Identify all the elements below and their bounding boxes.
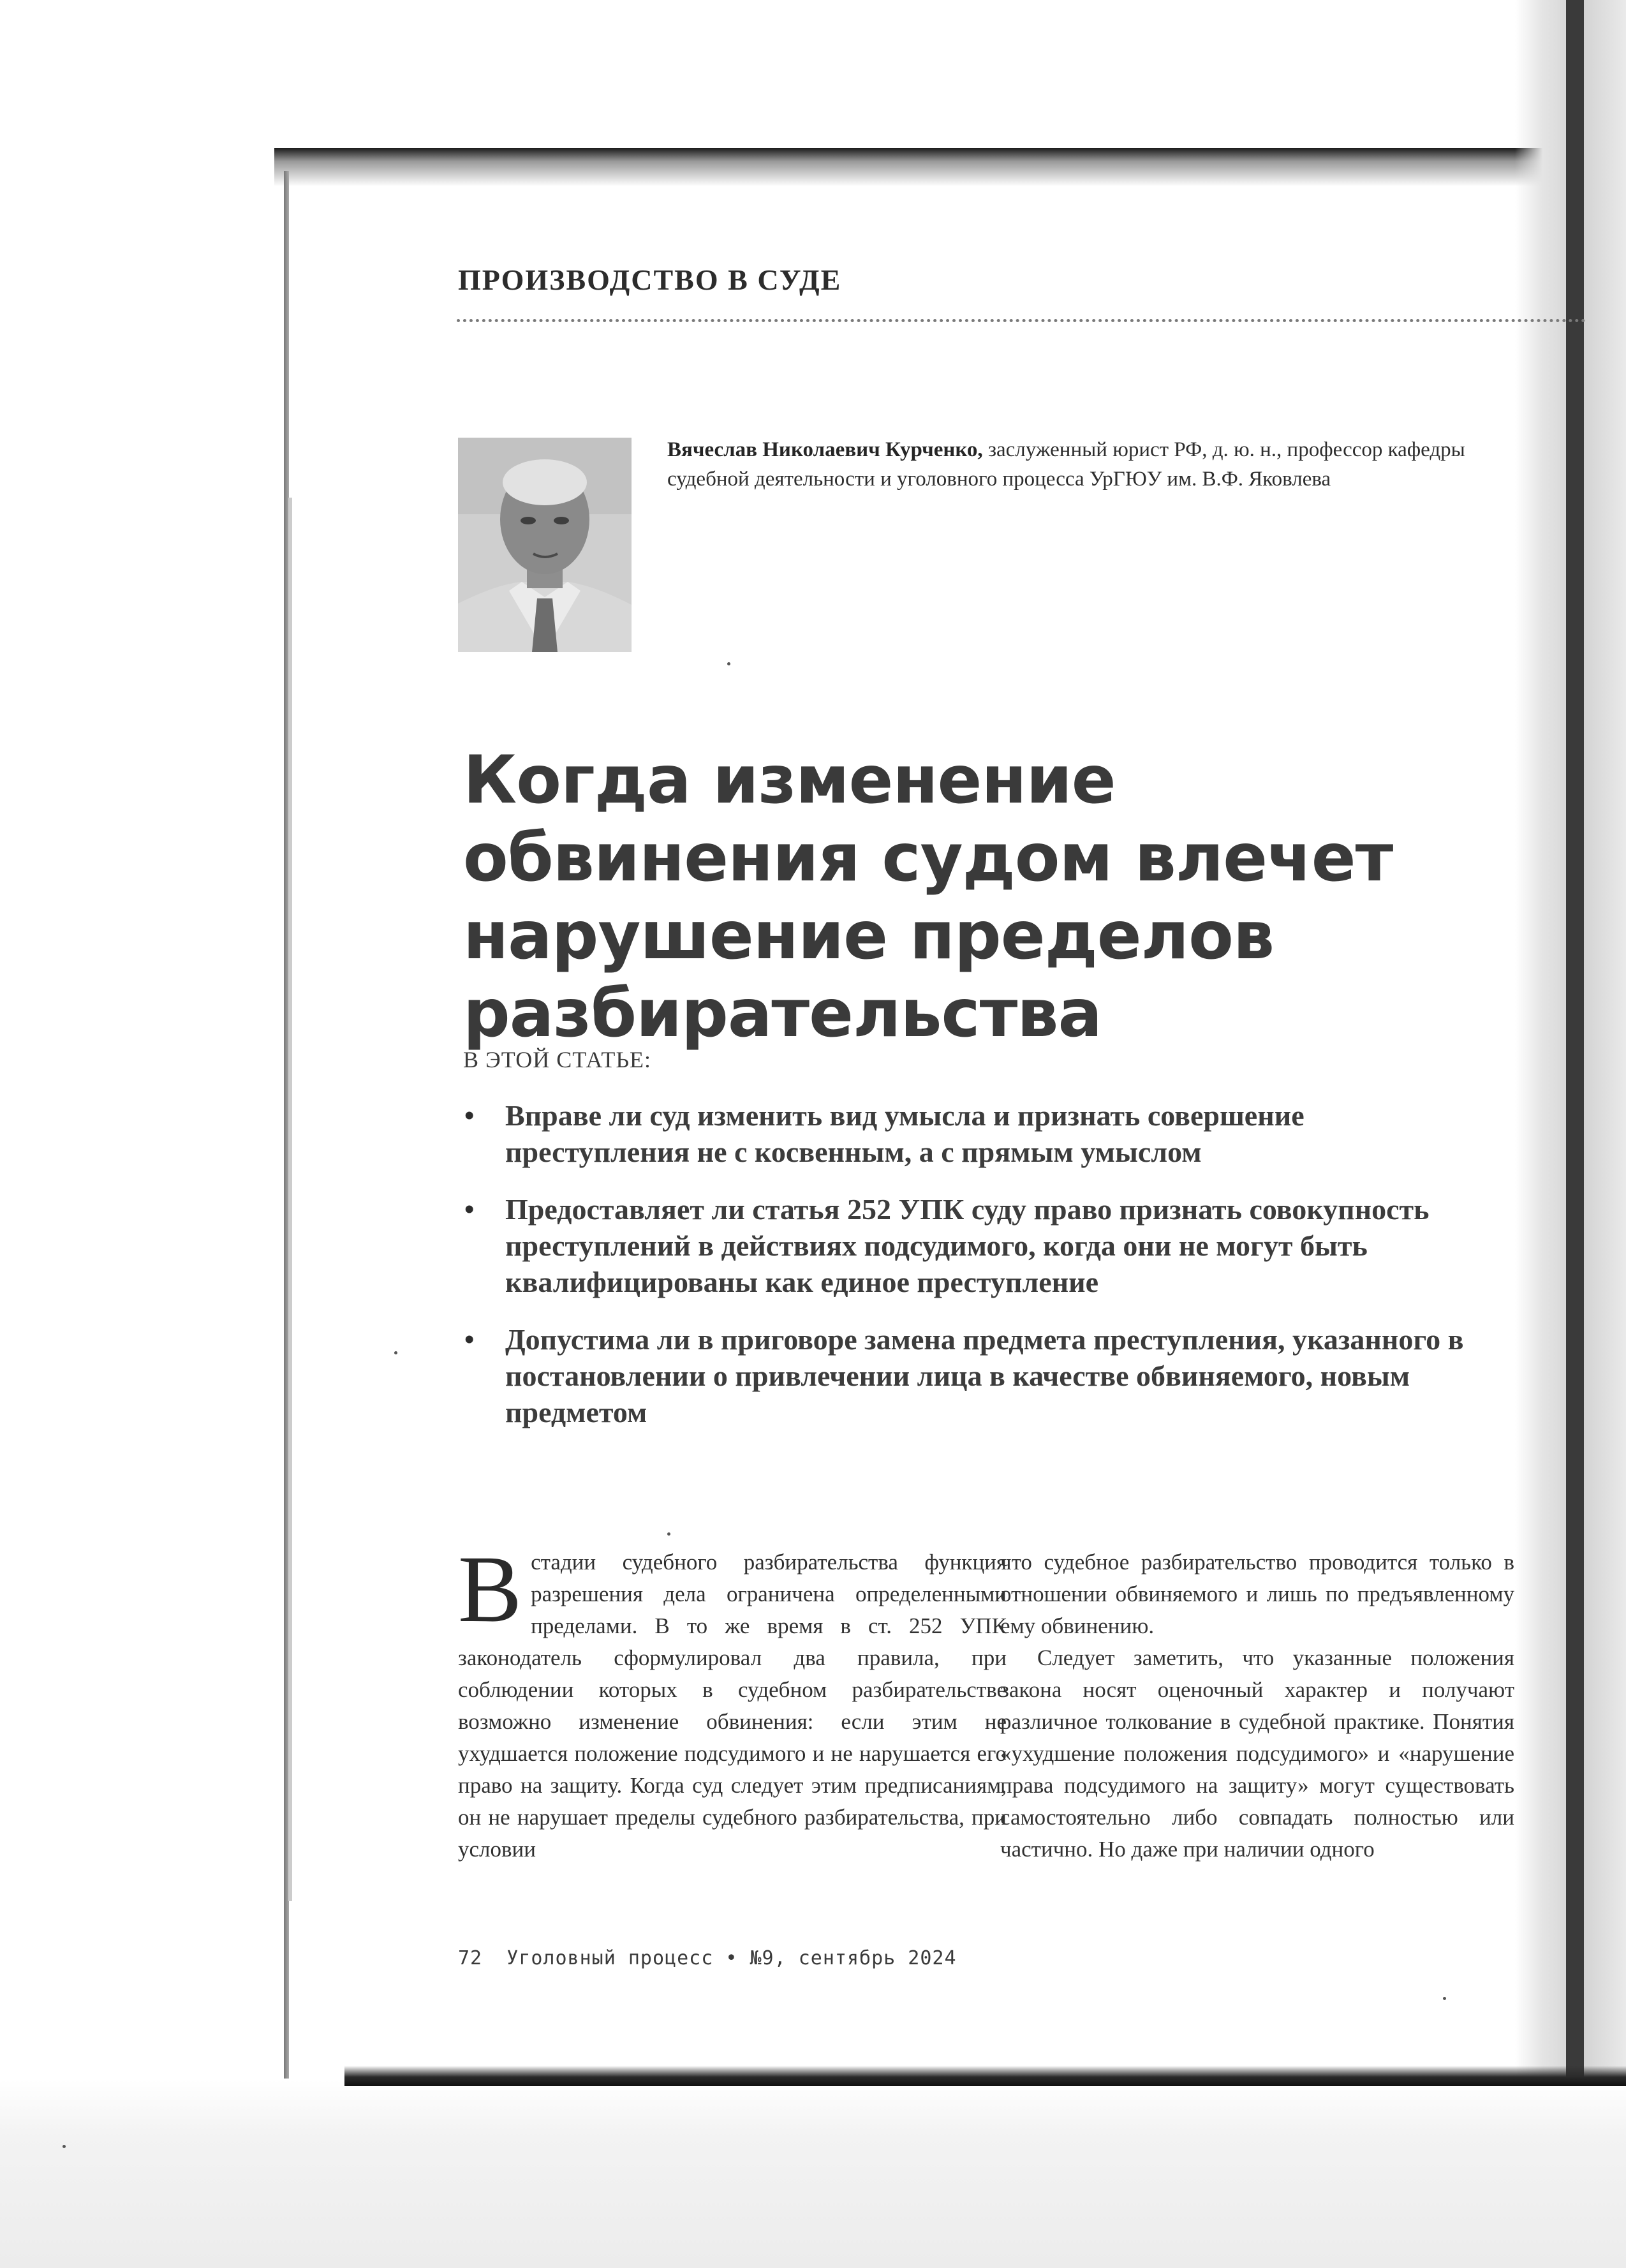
dust-speck xyxy=(394,1351,397,1354)
article-point xyxy=(461,1097,1494,1170)
article-point xyxy=(461,1321,1494,1430)
drop-cap: В xyxy=(458,1536,522,1642)
scan-bottom-band xyxy=(0,2080,1626,2268)
body-column-left xyxy=(458,1536,1007,1865)
scan-left-shadow xyxy=(288,498,292,1901)
scan-right-edge xyxy=(1566,0,1584,2268)
article-point xyxy=(461,1191,1494,1300)
author-photo xyxy=(458,438,632,652)
article-point-text: Предоставляет ли статья 252 УПК суду право признать совокупность преступлений в действиях подсудимого, когда они не могут быть квалифицированы как единое преступление xyxy=(505,1193,1430,1298)
dust-speck xyxy=(63,2145,66,2148)
article-point-text: Допустима ли в приговоре замена предмета преступления, указанного в постановлении о привлечении лица в качестве обвиняемого, новым предметом xyxy=(505,1323,1464,1428)
body-paragraph: Следует заметить, что указанные положения закона носят оценочный характер и получают различное толкование в судебной практике. Понятия «ухудшение положения подсудимого» и «нарушение права подсудимого на защиту» могут существовать самостоятельно либо совпадать полностью или частично. Но даже при наличии одного xyxy=(1000,1645,1514,1862)
bullet-icon: • xyxy=(464,1100,475,1131)
body-paragraph: стадии судебного разбирательства функция разрешения дела ограничена определенными пределами. В то же время в ст. 252 УПК законодатель сформулировал два правила, при соблюдении которых в судебном разбирательстве возможно изменение обвинения: если этим не ухудшается положение подсудимого и не нарушается его право на защиту. Когда суд следует этим предписаниям, он не нарушает пределы судебного разбирательства, при условии xyxy=(458,1550,1007,1862)
in-article-label: В ЭТОЙ СТАТЬЕ: xyxy=(463,1047,651,1072)
scan-bottom-edge xyxy=(344,2066,1626,2086)
article-point-text: Вправе ли суд изменить вид умысла и признать совершение преступления не с косвенным, а с прямым умыслом xyxy=(505,1099,1304,1168)
page-footer xyxy=(458,1947,957,1969)
footer-text: 72 Уголовный процесс • №9, сентябрь 2024 xyxy=(458,1947,957,1969)
author-name: Вячеслав Николаевич Курченко, xyxy=(667,438,983,461)
body-column-right xyxy=(1000,1546,1514,1865)
section-title: ПРОИЗВОДСТВО В СУДЕ xyxy=(458,263,842,296)
author-portrait-image xyxy=(458,438,632,652)
bullet-icon: • xyxy=(464,1194,475,1225)
author-credentials: заслуженный юрист РФ, д. ю. н., профессор кафедры судебной деятельности и уголовного процесса УрГЮУ им. В.Ф. Яковлева xyxy=(667,438,1465,491)
bullet-icon: • xyxy=(464,1324,475,1355)
dotted-divider xyxy=(457,319,1586,322)
author-bio xyxy=(667,435,1497,494)
body-paragraph: что судебное разбирательство проводится только в отношении обвиняемого и лишь по предъявленному ему обвинению. xyxy=(1000,1550,1514,1638)
scan-top-shadow xyxy=(274,148,1576,186)
article-title: Когда изменение обвинения судом влечет нарушение пределов разбирательства xyxy=(463,742,1393,1052)
article-points-list xyxy=(461,1097,1494,1451)
dust-speck xyxy=(1443,1997,1446,2000)
dust-speck xyxy=(727,662,730,665)
dust-speck xyxy=(667,1532,670,1536)
